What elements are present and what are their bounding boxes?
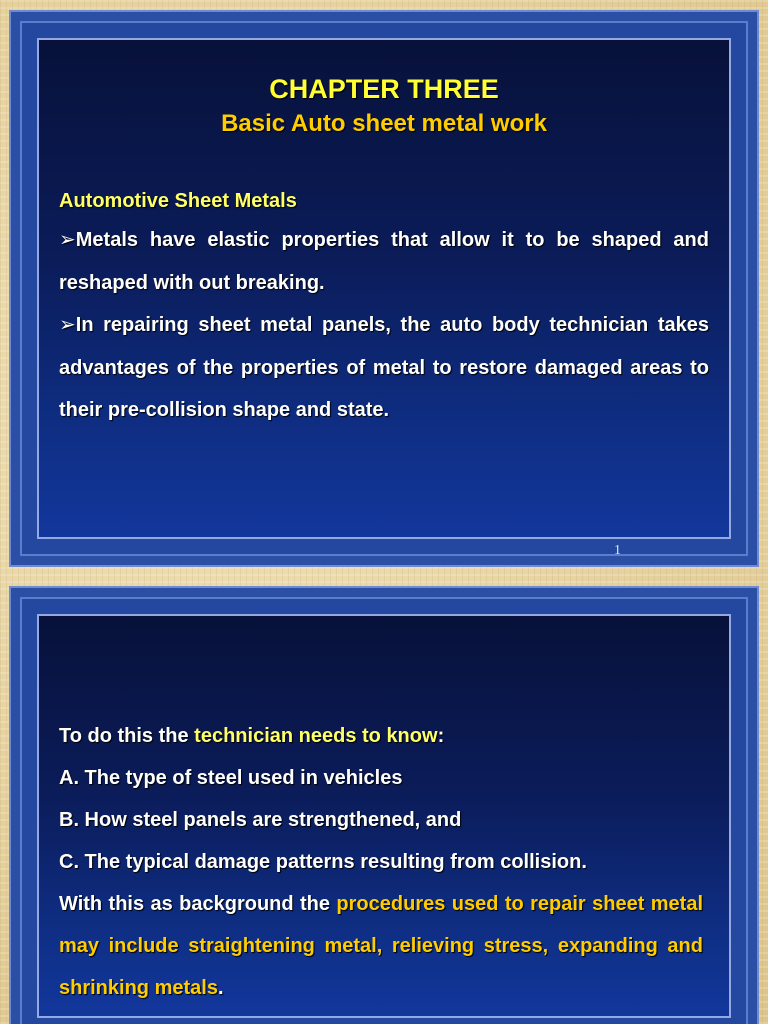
bullet-arrow-icon: ➢ bbox=[59, 229, 76, 251]
slide-2-content bbox=[37, 614, 731, 1018]
page-number: 1 bbox=[614, 543, 621, 558]
intro-prefix: To do this the bbox=[59, 725, 195, 747]
list-item: A. The type of steel used in vehicles bbox=[59, 767, 403, 789]
list-item: C. The typical damage patterns resulting from collision. bbox=[59, 851, 587, 873]
bullet-arrow-icon: ➢ bbox=[59, 314, 76, 336]
intro-highlight: technician needs to know bbox=[194, 725, 438, 747]
slide-1-body bbox=[59, 219, 709, 432]
intro-line bbox=[59, 715, 703, 757]
list-item: B. How steel panels are strengthened, and bbox=[59, 809, 462, 831]
closing-highlight: procedures used to repair sheet metal may include straightening metal, relieving stress, expanding and shrinking metals bbox=[59, 893, 704, 999]
slide-2 bbox=[9, 586, 759, 1024]
section-heading: Automotive Sheet Metals bbox=[59, 190, 297, 212]
closing-suffix: . bbox=[217, 977, 224, 999]
slide-title: CHAPTER THREE bbox=[269, 74, 499, 104]
closing-paragraph bbox=[59, 883, 703, 1009]
slide-1-content bbox=[37, 38, 731, 539]
slide-subtitle: Basic Auto sheet metal work bbox=[221, 110, 547, 137]
intro-suffix: : bbox=[437, 725, 445, 747]
bullet-item bbox=[59, 219, 709, 304]
bullet-text: Metals have elastic properties that allow it to be shaped and reshaped with out breaking. bbox=[59, 229, 709, 294]
bullet-item bbox=[59, 304, 709, 432]
closing-prefix: With this as background the bbox=[59, 893, 337, 915]
bullet-text: In repairing sheet metal panels, the auto body technician takes advantages of the properties of metal to restore damaged areas to their pre-collision shape and state. bbox=[59, 314, 709, 421]
slide-1 bbox=[9, 10, 759, 567]
slide-2-body bbox=[59, 715, 703, 1009]
